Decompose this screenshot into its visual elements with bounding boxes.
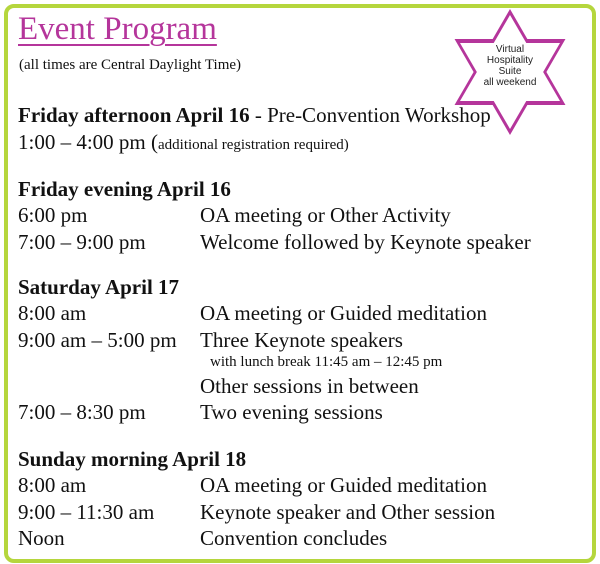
activity-label: Two evening sessions — [200, 400, 383, 424]
page-title: Event Program — [18, 11, 217, 47]
heading-text: Friday afternoon April 16 — [18, 103, 250, 127]
time-label: 7:00 – 9:00 pm — [18, 230, 146, 254]
activity-label: Other sessions in between — [200, 374, 419, 398]
registration-note: additional registration required) — [158, 137, 349, 153]
time-label: 9:00 am – 5:00 pm — [18, 328, 177, 352]
schedule-row — [18, 130, 349, 155]
activity-label: Keynote speaker and Other session — [200, 500, 496, 524]
section-heading-friday-evening: Friday evening April 16 — [18, 177, 231, 201]
activity-label: Three Keynote speakers — [200, 328, 403, 352]
badge-text — [470, 44, 550, 88]
section-heading-sunday: Sunday morning April 18 — [18, 447, 247, 471]
time-label: Noon — [18, 526, 65, 550]
badge-line: Suite — [498, 66, 522, 77]
activity-label: OA meeting or Guided meditation — [200, 301, 487, 325]
time-label: 7:00 – 8:30 pm — [18, 400, 146, 424]
activity-label: OA meeting or Guided meditation — [200, 473, 487, 497]
heading-rest: - Pre-Convention Workshop — [249, 103, 491, 127]
time-label: 6:00 pm — [18, 203, 88, 227]
time-label: 1:00 – 4:00 pm ( — [18, 130, 158, 154]
section-heading-saturday: Saturday April 17 — [18, 275, 180, 299]
badge-line: Hospitality — [486, 55, 534, 66]
time-label: 8:00 am — [18, 473, 87, 497]
time-label: 8:00 am — [18, 301, 87, 325]
activity-label: OA meeting or Other Activity — [200, 203, 451, 227]
timezone-note: (all times are Central Daylight Time) — [19, 57, 242, 73]
section-heading-friday-afternoon — [18, 103, 491, 128]
lunch-break-note: with lunch break 11:45 am – 12:45 pm — [210, 354, 443, 370]
activity-label: Welcome followed by Keynote speaker — [200, 230, 531, 254]
badge-line: all weekend — [483, 77, 537, 88]
time-label: 9:00 – 11:30 am — [18, 500, 155, 524]
activity-label: Convention concludes — [200, 526, 388, 550]
badge-line: Virtual — [495, 44, 525, 55]
